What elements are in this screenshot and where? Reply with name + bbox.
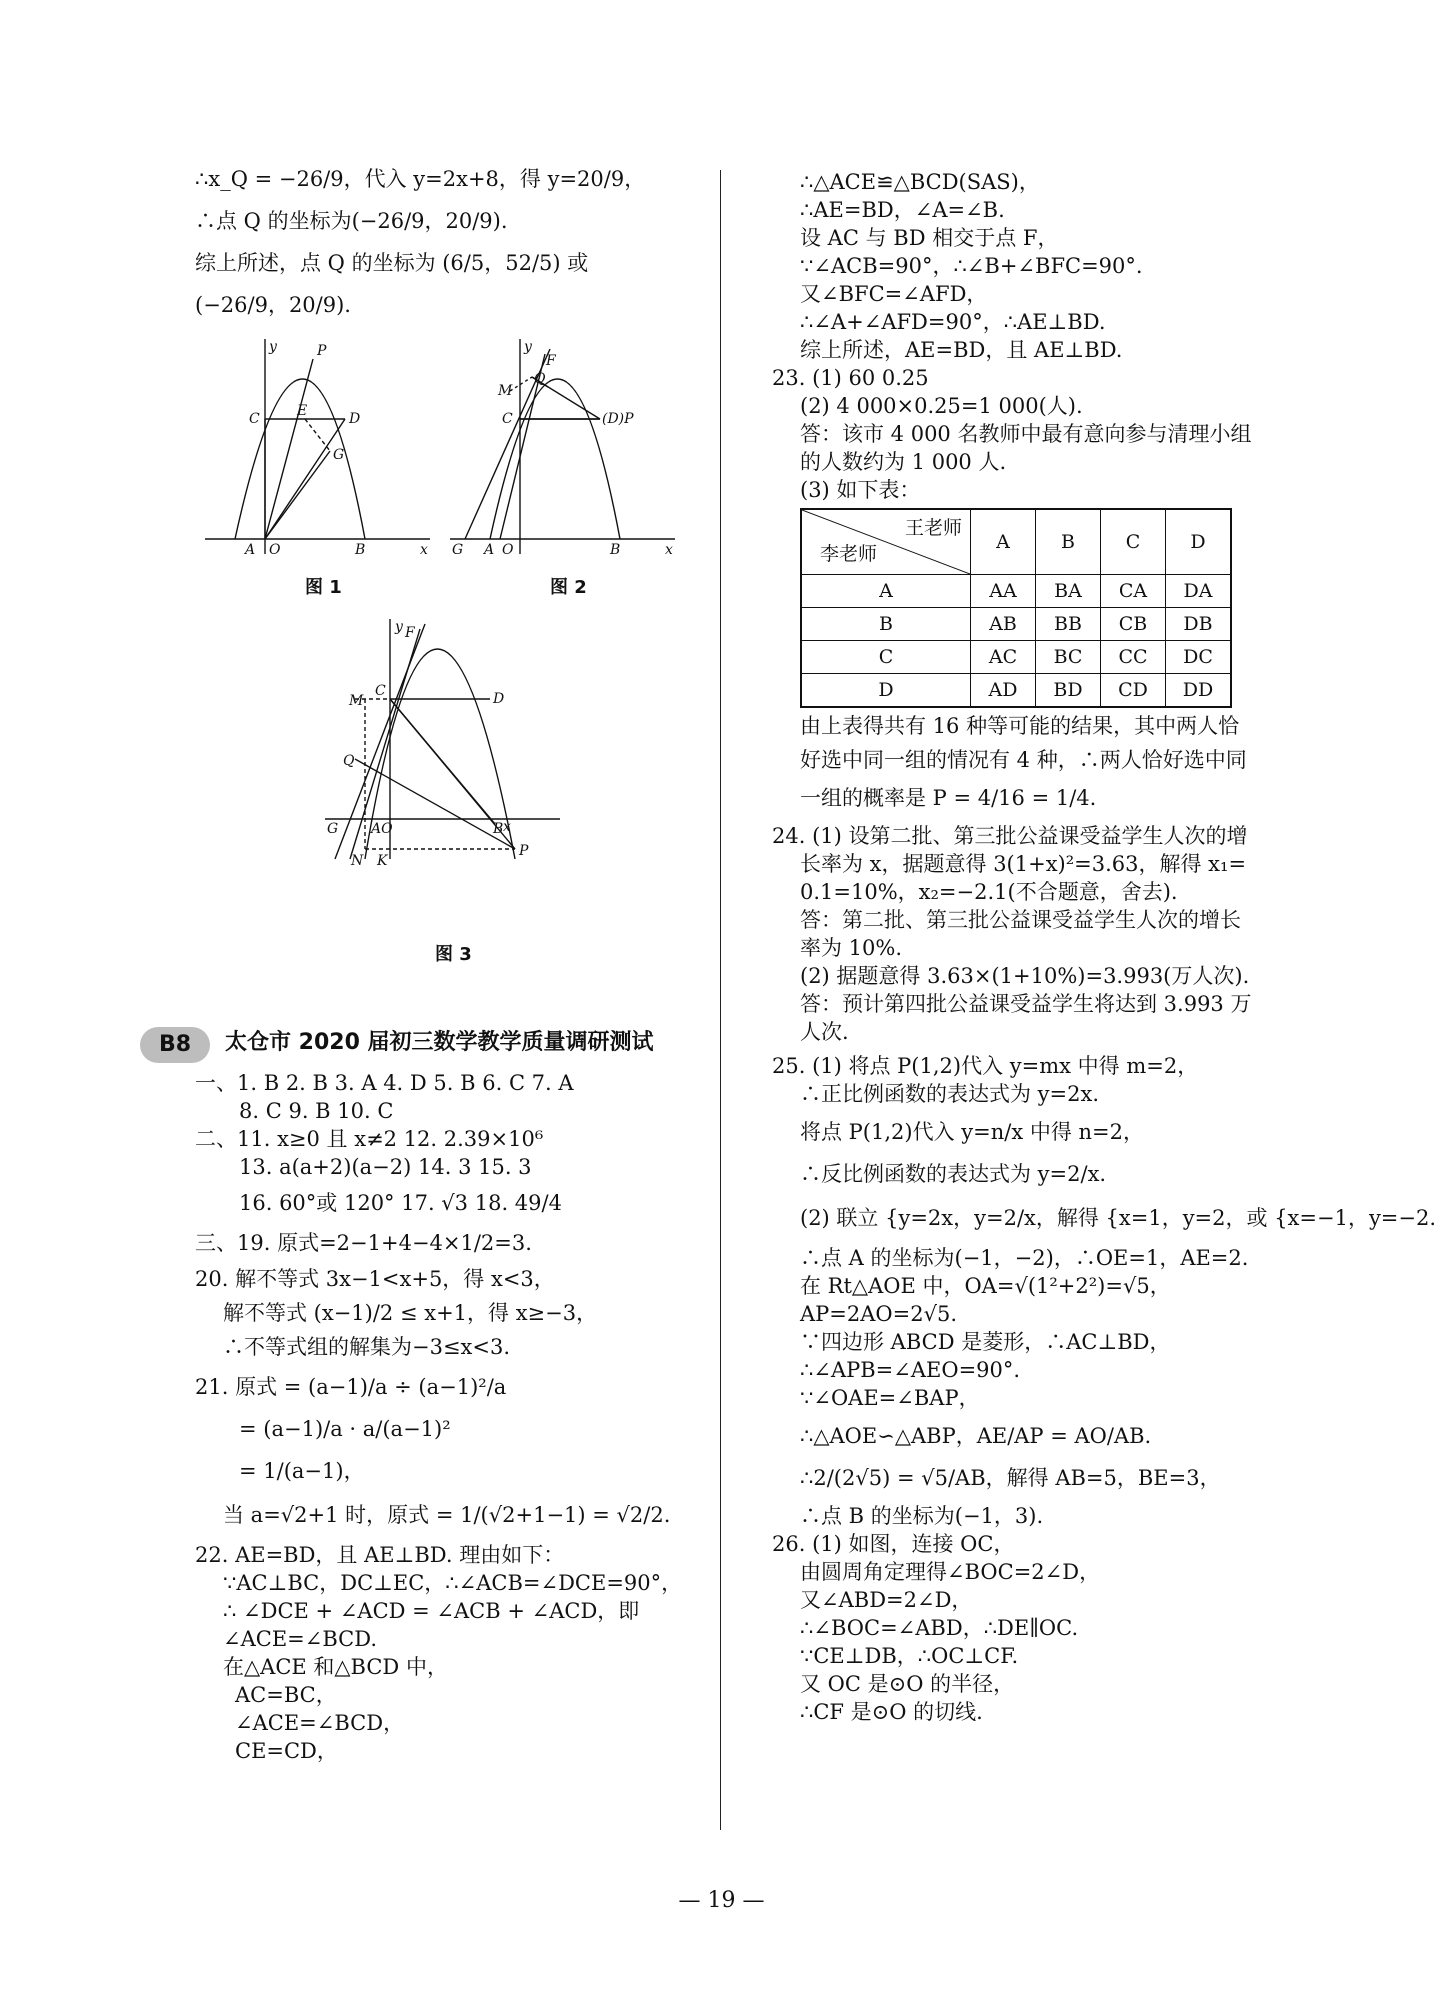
table-cell: BC [1036,641,1101,674]
column-header: B [1036,509,1101,575]
svg-text:y: y [395,619,403,635]
text-line: 答：该市 4 000 名教师中最有意向参与清理小组 [800,422,1252,446]
svg-text:C: C [249,411,260,427]
text-line: ∵∠OAE=∠BAP， [800,1386,980,1410]
table-cell: AD [971,674,1036,708]
svg-text:G: G [327,821,339,837]
svg-text:y: y [269,339,277,355]
text-line: (2) 4 000×0.25=1 000(人). [800,394,1083,418]
text-line: 率为 10%. [800,936,903,960]
text-line: 答：第二批、第三批公益课受益学生人次的增长 [800,908,1241,932]
row-header: B [801,608,971,641]
row-header: A [801,575,971,608]
table-corner [801,509,971,575]
svg-text:B: B [610,542,621,558]
answer-line: ∠ACE=∠BCD， [235,1711,405,1735]
svg-text:D: D [349,411,361,427]
figure-3-caption: 图 3 [435,944,472,965]
svg-text:O: O [269,542,281,558]
text-line: 由上表得共有 16 种等可能的结果，其中两人恰 [800,714,1240,738]
table-cell: CA [1101,575,1166,608]
text-line: ∵四边形 ABCD 是菱形，∴AC⊥BD， [800,1330,1171,1354]
svg-text:Q: Q [343,753,355,769]
svg-text:O: O [502,542,514,558]
column-header: A [971,509,1036,575]
answer-line: 13. a(a+2)(a−2) 14. 3 15. 3 [239,1155,532,1179]
column-header: C [1101,509,1166,575]
text-line: 好选中同一组的情况有 4 种，∴两人恰好选中同 [800,748,1247,772]
column-divider [720,170,721,1830]
text-line: ∴△AOE∽△ABP，AE/AP = AO/AB. [800,1424,1152,1448]
answer-line: 22. AE=BD，且 AE⊥BD. 理由如下： [195,1543,565,1567]
svg-text:C: C [502,411,513,427]
answer-line: ∠ACE=∠BCD. [223,1627,378,1651]
answer-line: 20. 解不等式 3x−1<x+5，得 x<3， [195,1267,555,1291]
text-line: (2) 据题意得 3.63×(1+10%)=3.993(万人次). [800,964,1250,988]
answer-line: 解不等式 (x−1)/2 ≤ x+1，得 x≥−3， [223,1301,598,1325]
text-line: 综上所述，点 Q 的坐标为 (6/5，52/5) 或 [195,251,589,275]
text-line: 的人数约为 1 000 人. [800,450,1007,474]
text-line: AP=2AO=2√5. [800,1302,958,1326]
table-cell: BA [1036,575,1101,608]
row-header: C [801,641,971,674]
corner-top-label: 王老师 [904,517,962,539]
text-line: 综上所述，AE=BD，且 AE⊥BD. [800,338,1123,362]
svg-text:D: D [493,691,505,707]
table-cell: CB [1101,608,1166,641]
text-line: ∵∠ACB=90°，∴∠B+∠BFC=90°. [800,254,1143,278]
table-cell: BD [1036,674,1101,708]
text-line: 0.1=10%，x₂=−2.1(不合题意，舍去). [800,880,1178,904]
svg-text:AO: AO [371,821,393,837]
answer-line: = (a−1)/a · a/(a−1)² [239,1417,451,1441]
answer-line: 21. 原式 = (a−1)/a ÷ (a−1)²/a [195,1375,507,1399]
text-line: 24. (1) 设第二批、第三批公益课受益学生人次的增 [772,824,1248,848]
answer-line: AC=BC， [235,1683,337,1707]
answer-line: CE=CD， [235,1739,338,1763]
corner-bottom-label: 李老师 [820,543,878,565]
figure-1-graph [205,339,435,559]
figure-1-caption: 图 1 [305,577,342,598]
text-line: ∴∠A+∠AFD=90°，∴AE⊥BD. [800,310,1106,334]
svg-text:G: G [452,542,464,558]
svg-text:G: G [333,447,345,463]
text-line: 25. (1) 将点 P(1,2)代入 y=mx 中得 m=2， [772,1054,1199,1078]
text-line: 将点 P(1,2)代入 y=n/x 中得 n=2， [800,1120,1144,1144]
table-cell: DA [1166,575,1232,608]
svg-text:K: K [377,853,388,869]
svg-text:y: y [524,339,532,355]
answer-line: 一、1. B 2. B 3. A 4. D 5. B 6. C 7. A [195,1071,574,1095]
figure-3-graph [325,619,565,919]
svg-text:A: A [245,542,256,558]
svg-text:M: M [498,383,513,399]
left-column [158,165,710,1765]
answer-line: 8. C 9. B 10. C [239,1099,394,1123]
table-cell: DB [1166,608,1232,641]
answer-line: = 1/(a−1)， [239,1459,365,1483]
svg-text:F: F [546,353,556,369]
table-cell: AB [971,608,1036,641]
text-line: 答：预计第四批公益课受益学生将达到 3.993 万 [800,992,1252,1016]
svg-text:(D)P: (D)P [602,411,634,427]
text-line: ∴∠APB=∠AEO=90°. [800,1358,1021,1382]
table-cell: AA [971,575,1036,608]
text-line: ∴点 A 的坐标为(−1，−2)，∴OE=1，AE=2. [800,1246,1249,1270]
text-line: ∵CE⊥DB，∴OC⊥CF. [800,1644,1019,1668]
svg-text:P: P [519,843,529,859]
table-cell: DD [1166,674,1232,708]
svg-text:C: C [375,683,386,699]
row-header: D [801,674,971,708]
page-number: — 19 — [678,1888,765,1913]
text-line: ∴点 B 的坐标为(−1，3). [800,1504,1044,1528]
text-line: 在 Rt△AOE 中，OA=√(1²+2²)=√5， [800,1274,1171,1298]
svg-text:x: x [665,542,673,558]
text-line: 人次. [800,1020,849,1044]
table-cell: CC [1101,641,1166,674]
text-line: 设 AC 与 BD 相交于点 F， [800,226,1059,250]
text-line: 由圆周角定理得∠BOC=2∠D， [800,1560,1101,1584]
svg-text:B: B [355,542,366,558]
column-header: D [1166,509,1232,575]
svg-text:N: N [351,853,364,869]
text-line: ∴2/(2√5) = √5/AB，解得 AB=5，BE=3， [800,1466,1221,1490]
answer-line: ∴ ∠DCE + ∠ACD = ∠ACB + ∠ACD，即 [223,1599,640,1623]
text-line: ∴CF 是⊙O 的切线. [800,1700,983,1724]
answer-line: ∵AC⊥BC，DC⊥EC，∴∠ACB=∠DCE=90°， [223,1571,683,1595]
right-column [772,168,1437,1726]
text-line: ∴AE=BD，∠A=∠B. [800,198,1005,222]
text-line: 一组的概率是 P = 4/16 = 1/4. [800,786,1097,810]
table-cell: DC [1166,641,1232,674]
text-line: ∴△ACE≌△BCD(SAS)， [800,170,1040,194]
answer-line: 二、11. x≥0 且 x≠2 12. 2.39×10⁶ [195,1127,544,1151]
answer-line: 当 a=√2+1 时，原式 = 1/(√2+1−1) = √2/2. [223,1503,671,1527]
table-row [801,641,1231,674]
text-line: 23. (1) 60 0.25 [772,366,929,390]
table-row [801,674,1231,708]
text-line: 26. (1) 如图，连接 OC， [772,1532,1015,1556]
svg-text:E: E [297,403,308,419]
section-badge: B8 [140,1027,210,1063]
text-line: (2) 联立 {y=2x，y=2/x，解得 {x=1，y=2，或 {x=−1，y=−2. [800,1206,1437,1230]
answer-line: 在△ACE 和△BCD 中， [223,1655,448,1679]
answer-line: 16. 60°或 120° 17. √3 18. 49/4 [239,1191,562,1215]
section-header [158,1023,710,1069]
svg-text:A: A [484,542,495,558]
svg-text:M: M [349,693,364,709]
svg-text:Q: Q [534,371,546,387]
table-cell: BB [1036,608,1101,641]
text-line: (−26/9，20/9). [195,293,351,317]
section-title: 太仓市 2020 届初三数学教学质量调研测试 [225,1030,654,1055]
figure-2-graph [450,339,680,559]
answer-line: 三、19. 原式=2−1+4−4×1/2=3. [195,1231,532,1255]
answer-line: ∴不等式组的解集为−3≤x<3. [223,1335,511,1359]
probability-table [800,508,1232,708]
figures [195,319,710,1019]
svg-text:F: F [405,625,415,641]
text-line: ∴正比例函数的表达式为 y=2x. [800,1082,1100,1106]
svg-text:x: x [420,542,428,558]
figure-2-caption: 图 2 [550,577,587,598]
table-cell: AC [971,641,1036,674]
text-line: ∴反比例函数的表达式为 y=2/x. [800,1162,1107,1186]
table-row [801,575,1231,608]
table-row [801,608,1231,641]
table-cell: CD [1101,674,1166,708]
text-line: 又 OC 是⊙O 的半径， [800,1672,1015,1696]
text-line: ∴x_Q = −26/9，代入 y=2x+8，得 y=20/9， [195,167,646,191]
svg-text:P: P [317,343,327,359]
text-line: 又∠ABD=2∠D， [800,1588,973,1612]
svg-text:B: B [493,821,504,837]
text-line: 长率为 x，据题意得 3(1+x)²=3.63，解得 x₁= [800,852,1247,876]
svg-text:x: x [503,819,511,835]
text-line: ∴点 Q 的坐标为(−26/9，20/9). [195,209,508,233]
text-line: ∴∠BOC=∠ABD，∴DE∥OC. [800,1616,1079,1640]
text-line: (3) 如下表： [800,478,921,502]
text-line: 又∠BFC=∠AFD， [800,282,988,306]
